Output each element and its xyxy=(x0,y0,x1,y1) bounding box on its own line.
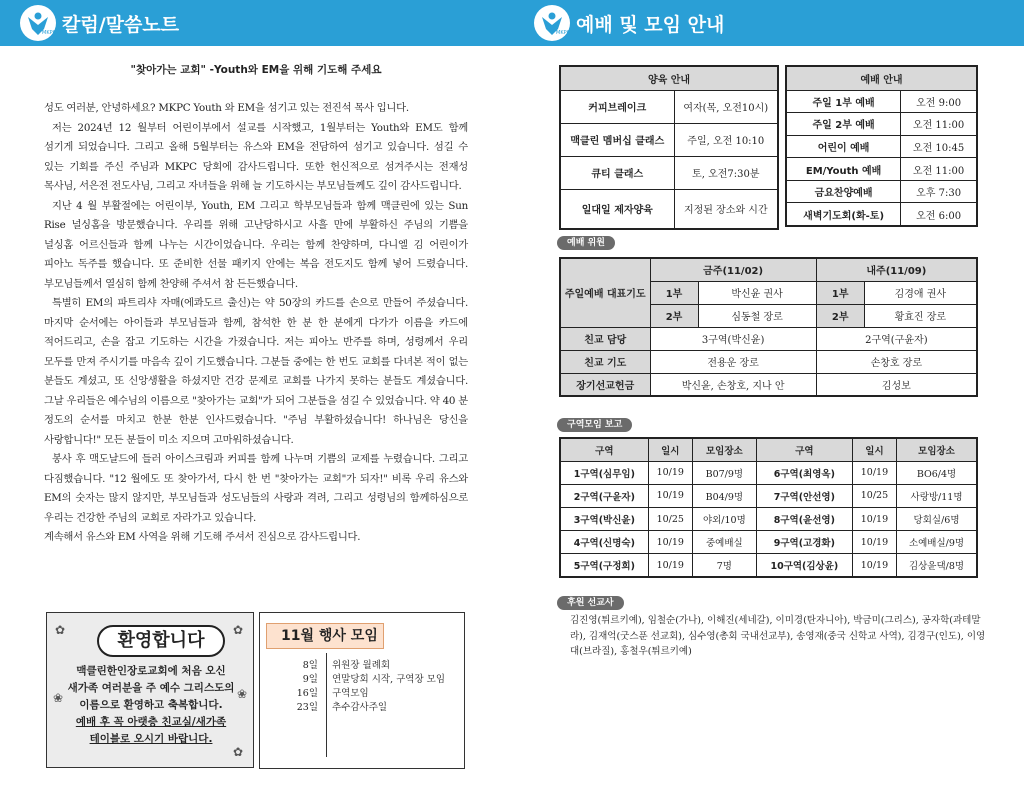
table-row: 새벽기도회(화-토) 오전 6:00 xyxy=(786,203,977,226)
svg-text:MKPC: MKPC xyxy=(42,30,56,36)
essay-paragraph: 봉사 후 맥도날드에 들러 아이스크림과 커피를 함께 나누며 기쁨의 교제를 누렸습니다. 그리고 다짐했습니다. "12 월에도 또 찾아가서, 다시 한 번 "찾아가는 교회"가 되자!" 비록 우리 유스와 EM의 숫자는 많지 않지만, 부모님들과 성도님들의 사랑과 격려, 그리고 성령님의 함께하심으로 우리는 건강한 주님의 교회로 자라가고 있습니다. xyxy=(44,453,468,524)
table-row: 주일 2부 예배 오전 11:00 xyxy=(786,113,977,136)
committee-row-label: 주일예배 대표기도 xyxy=(560,258,650,327)
flower-icon: ✿ xyxy=(55,623,66,637)
training-table xyxy=(559,65,779,230)
table-row: 2부 심동철 장로 2부 황효진 장로 xyxy=(560,304,977,327)
event-item: 8일 위원장 월례회 xyxy=(302,660,391,671)
table-row: 친교 담당 3구역(박신윤) 2구역(구윤자) xyxy=(560,327,977,350)
flower-icon: ✿ xyxy=(233,745,244,759)
events-box xyxy=(259,612,465,769)
event-item: 9일 연말당회 시작, 구역장 모임 xyxy=(302,674,446,685)
table-row: 장기선교헌금 박신윤, 손창호, 지나 안 김성보 xyxy=(560,373,977,396)
svg-text:MKPC: MKPC xyxy=(556,30,570,36)
worship-header-bar xyxy=(514,0,1024,46)
table-row: 일대일 제자양육 지정된 장소와 시간 xyxy=(560,189,778,229)
event-item: 16일 구역모임 xyxy=(296,688,369,699)
groups-pill: 구역모임 보고 xyxy=(557,418,632,432)
essay-paragraph: 저는 2024년 12 월부터 어린이부에서 설교를 시작했고, 1월부터는 Youth와 EM도 함께 섬기게 되었습니다. 그리고 올해 5월부터는 유스와 EM을 전담하여 섬기고 있습니다. 섬길 수 있는 기회를 주신 주님과 MKPC 당회에 감사드립니다. 또한 헌신적으로 섬겨주시는 전재성 목사님, 서은전 전도사님, 그리고 자녀들을 위해 늘 기도하시는 부모님들께도 깊이 감사드립니다. xyxy=(44,121,468,192)
table-row: 친교 기도 전용운 장로 손창호 장로 xyxy=(560,350,977,373)
column-header-bar xyxy=(0,0,514,46)
column-essay xyxy=(44,62,468,548)
column-header-title: 칼럼/말씀노트 xyxy=(62,13,180,36)
events-title: 11월 행사 모임 xyxy=(266,623,384,649)
welcome-line: 새가족 여러분을 주 예수 그리스도의 xyxy=(67,682,235,694)
table-row: 3구역(박신윤) 10/25 야외/10명 8구역(윤선영) 10/19 당회실/6명 xyxy=(560,508,977,531)
table-row: 2구역(구윤자) 10/19 B04/9명 7구역(안선영) 10/25 사랑방/11명 xyxy=(560,484,977,507)
table-row: 맥클린 멤버십 클래스 주일, 오전 10:10 xyxy=(560,123,778,156)
welcome-title: 환영합니다 xyxy=(97,625,225,657)
this-week-header: 금주(11/02) xyxy=(650,258,816,281)
table-row: 커피브레이크 여자(목, 오전10시) xyxy=(560,90,778,123)
essay-paragraph: 지난 4 월 부활절에는 어린이부, Youth, EM 그리고 학부모님들과 함께 맥클린에 있는 Sun Rise 널싱홈을 방문했습니다. 우리를 위해 고난당하시고 사흘 만에 부활하신 주님의 기쁨을 널싱홈 어르신들과 함께 나누는 시간이었습니다. 우리는 함께 찬양하며, 다니엘 김 어린이가 피아노 독주를 했습니다. 또 준비한 선물 패키지 안에는 복음 전도지도 함께 넣어 드렸습니다. 부모님들께서 열심히 함께 찬양해 주셔서 참 든든했습니다. xyxy=(44,199,468,290)
welcome-line: 테이블로 오시기 바랍니다. xyxy=(89,733,213,745)
essay-paragraph: 계속해서 유스와 EM 사역을 위해 기도해 주셔서 진심으로 감사드립니다. xyxy=(44,531,361,543)
flower-icon: ❀ xyxy=(53,691,64,705)
table-row: 금요찬양예배 오후 7:30 xyxy=(786,180,977,203)
table-row: 큐티 클래스 토, 오전7:30분 xyxy=(560,156,778,189)
event-item: 23일 추수감사주일 xyxy=(296,702,388,713)
welcome-line: 예배 후 꼭 아랫층 친교실/새가족 xyxy=(75,716,227,728)
worship-table xyxy=(785,65,978,227)
essay-paragraph: 성도 여러분, 안녕하세요? MKPC Youth 와 EM을 섬기고 있는 전진석 목사 입니다. xyxy=(44,102,409,114)
table-row: 5구역(구정희) 10/19 7명 10구역(김상윤) 10/19 김상윤댁/8명 xyxy=(560,554,977,577)
welcome-message xyxy=(61,663,241,748)
next-week-header: 내주(11/09) xyxy=(816,258,977,281)
essay-title: "찾아가는 교회" -Youth와 EM을 위해 기도해 주세요 xyxy=(130,64,382,76)
church-logo-right xyxy=(534,5,570,41)
training-header: 양육 안내 xyxy=(560,66,778,90)
worship-header: 예배 안내 xyxy=(786,66,977,90)
table-row: 1부 박신윤 권사 1부 김경애 권사 xyxy=(560,281,977,304)
flower-icon: ✿ xyxy=(233,623,244,637)
church-logo xyxy=(20,5,56,41)
table-row: 1구역(심무임) 10/19 B07/9명 6구역(최영옥) 10/19 BO6/4명 xyxy=(560,461,977,484)
welcome-box xyxy=(46,612,254,768)
committee-pill: 예배 위원 xyxy=(557,236,615,250)
welcome-line: 이름으로 환영하고 축복합니다. xyxy=(79,699,223,711)
committee-table xyxy=(559,257,978,397)
table-row: 4구역(신명숙) 10/19 중예배실 9구역(고경화) 10/19 소예배실/9명 xyxy=(560,531,977,554)
table-row: 어린이 예배 오전 10:45 xyxy=(786,135,977,158)
missionaries-pill: 후원 선교사 xyxy=(557,596,624,610)
table-row: EM/Youth 예배 오전 11:00 xyxy=(786,158,977,181)
missionaries-list: 김진영(튀르키예), 임철순(가나), 이해진(세네갈), 이미경(탄자니아), 박금미(그리스), 공자학(과테말라), 김재억(굿스푼 선교회), 심수영(총회 국내선교부), 송영재(중국 신학교 사역), 김경구(인도), 이영대(브라질), 홍철우(튀르키예) xyxy=(570,615,986,657)
worship-header-title: 예배 및 모임 안내 xyxy=(576,13,725,36)
flower-icon: ❀ xyxy=(237,687,248,701)
welcome-line: 맥클린한인장로교회에 처음 오신 xyxy=(76,665,226,677)
groups-table: 구역 일시 모임장소 구역 일시 모임장소 1구역(심무임) 10/19 B07/9명 6구역(최영옥) 10/19 BO6/4명 2구역(구윤자) 10/19 B04/9명 7구역(안선영) 10/25 사랑방/11명 3구역(박신윤) 10/25 야외/10명 8구역(윤선영) 10/19 당회실/6명 4구역(신명숙) 10/19 중예배실 9구역(고경화) 10/19 소예배실/9명 5구역(구정희) 10/19 7명 10구역(김상윤) 10/19 김상윤댁/8명 xyxy=(559,437,978,578)
essay-paragraph: 특별히 EM의 파트리샤 자매(에콰도르 출신)는 약 50장의 카드를 손으로 만들어 주셨습니다. 마지막 순서에는 아이들과 부모님들과 함께, 참석한 한 분 한 분에게 다가가 이름을 카드에 적어드리고, 손을 잡고 기도하는 시간을 가졌습니다. 저는 피아노 반주를 하며, 성령께서 우리 모두를 만져 주시기를 마음속 깊이 기도했습니다. 그분들 중에는 한 번도 교회를 다녀본 적이 없는 분들도 계셨고, 또 신앙생활을 하셨지만 건강 문제로 교회를 나가지 못하는 분들도 계셨습니다. 그날 우리들은 예수님의 이름으로 "찾아가는 교회"가 되어 그분들을 섬길 수 있었습니다. 약 40 분 정도의 순서를 마치고 한분 한분 인사드렸습니다. "주님 부활하셨습니다! 하나님은 당신을 사랑합니다!" 모든 분들이 미소 지으며 고마워하셨습니다. xyxy=(44,297,468,446)
table-row: 주일 1부 예배 오전 9:00 xyxy=(786,90,977,113)
